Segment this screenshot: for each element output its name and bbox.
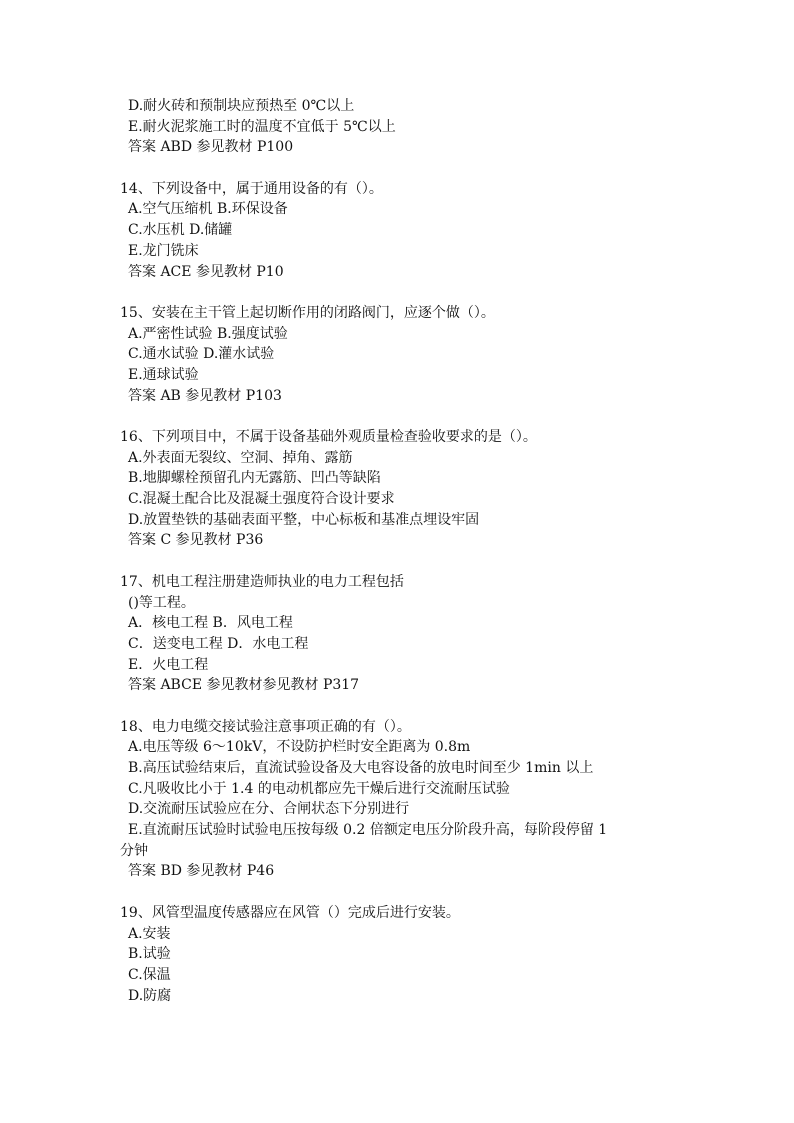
- question-14: [120, 179, 720, 282]
- option-c: C.凡吸收比小于 1.4 的电动机都应先干燥后进行交流耐压试验: [128, 780, 510, 797]
- document-content: [120, 96, 720, 1006]
- question-stem: 16、下列项目中，不属于设备基础外观质量检查验收要求的是（）。: [120, 429, 537, 445]
- options-c-d: C．送变电工程 D．水电工程: [128, 635, 309, 652]
- question-13-tail: [120, 96, 720, 158]
- option-b: B.高压试验结束后，直流试验设备及大电容设备的放电时间至少 1min 以上: [128, 760, 594, 776]
- option-e: E．火电工程: [128, 656, 209, 673]
- answer-line: 答案 ABD 参见教材 P100: [128, 139, 294, 156]
- options-a-b: A.严密性试验 B.强度试验: [128, 325, 288, 342]
- option-c: C.混凝土配合比及混凝土强度符合设计要求: [128, 491, 395, 508]
- option-b: B.地脚螺栓预留孔内无露筋、凹凸等缺陷: [128, 470, 381, 487]
- question-stem: 14、下列设备中，属于通用设备的有（）。: [120, 180, 383, 197]
- options-c-d: C.通水试验 D.灌水试验: [128, 346, 275, 363]
- options-a-b: A．核电工程 B．风电工程: [128, 615, 293, 632]
- question-stem: 15、安装在主干管上起切断作用的闭路阀门，应逐个做（）。: [120, 304, 495, 321]
- option-e: E.龙门铣床: [128, 242, 199, 259]
- option-a: A.外表面无裂纹、空洞、掉角、露筋: [128, 449, 353, 466]
- options-c-d: C.水压机 D.储罐: [128, 222, 233, 239]
- question-17: [120, 572, 720, 696]
- option-d: D.防腐: [128, 987, 172, 1004]
- option-e-continued: 分钟: [120, 842, 148, 859]
- option-a: A.安装: [128, 925, 171, 942]
- option-e: E.通球试验: [128, 366, 199, 383]
- option-d: D.放置垫铁的基础表面平整，中心标板和基准点埋设牢固: [128, 511, 480, 528]
- option-e: E.耐火泥浆施工时的温度不宜低于 5℃以上: [128, 118, 396, 135]
- options-a-b: A.空气压缩机 B.环保设备: [128, 201, 288, 218]
- answer-line: 答案 BD 参见教材 P46: [128, 863, 275, 880]
- answer-line: 答案 ABCE 参见教材参见教材 P317: [128, 677, 360, 694]
- question-19: [120, 903, 720, 1006]
- answer-line: 答案 C 参见教材 P36: [128, 532, 264, 549]
- question-16: [120, 427, 720, 551]
- option-b: B.试验: [128, 946, 171, 963]
- question-15: [120, 303, 720, 406]
- answer-line: 答案 AB 参见教材 P103: [128, 387, 282, 404]
- option-c: C.保温: [128, 966, 171, 983]
- question-18: [120, 717, 720, 883]
- question-stem-continued: ()等工程。: [128, 594, 195, 611]
- question-stem: 19、风管型温度传感器应在风管（）完成后进行安装。: [120, 904, 460, 921]
- option-e: E.直流耐压试验时试验电压按每级 0.2 倍额定电压分阶段升高，每阶段停留 1: [128, 822, 608, 839]
- question-stem: 18、电力电缆交接试验注意事项正确的有（）。: [120, 718, 411, 735]
- option-a: A.电压等级 6～10kV，不设防护栏时安全距离为 0.8m: [128, 739, 471, 756]
- answer-line: 答案 ACE 参见教材 P10: [128, 263, 284, 280]
- option-d: D.交流耐压试验应在分、合闸状态下分别进行: [128, 801, 410, 818]
- option-d: D.耐火砖和预制块应预热至 0℃以上: [128, 98, 355, 114]
- question-stem: 17、机电工程注册建造师执业的电力工程包括: [120, 573, 404, 590]
